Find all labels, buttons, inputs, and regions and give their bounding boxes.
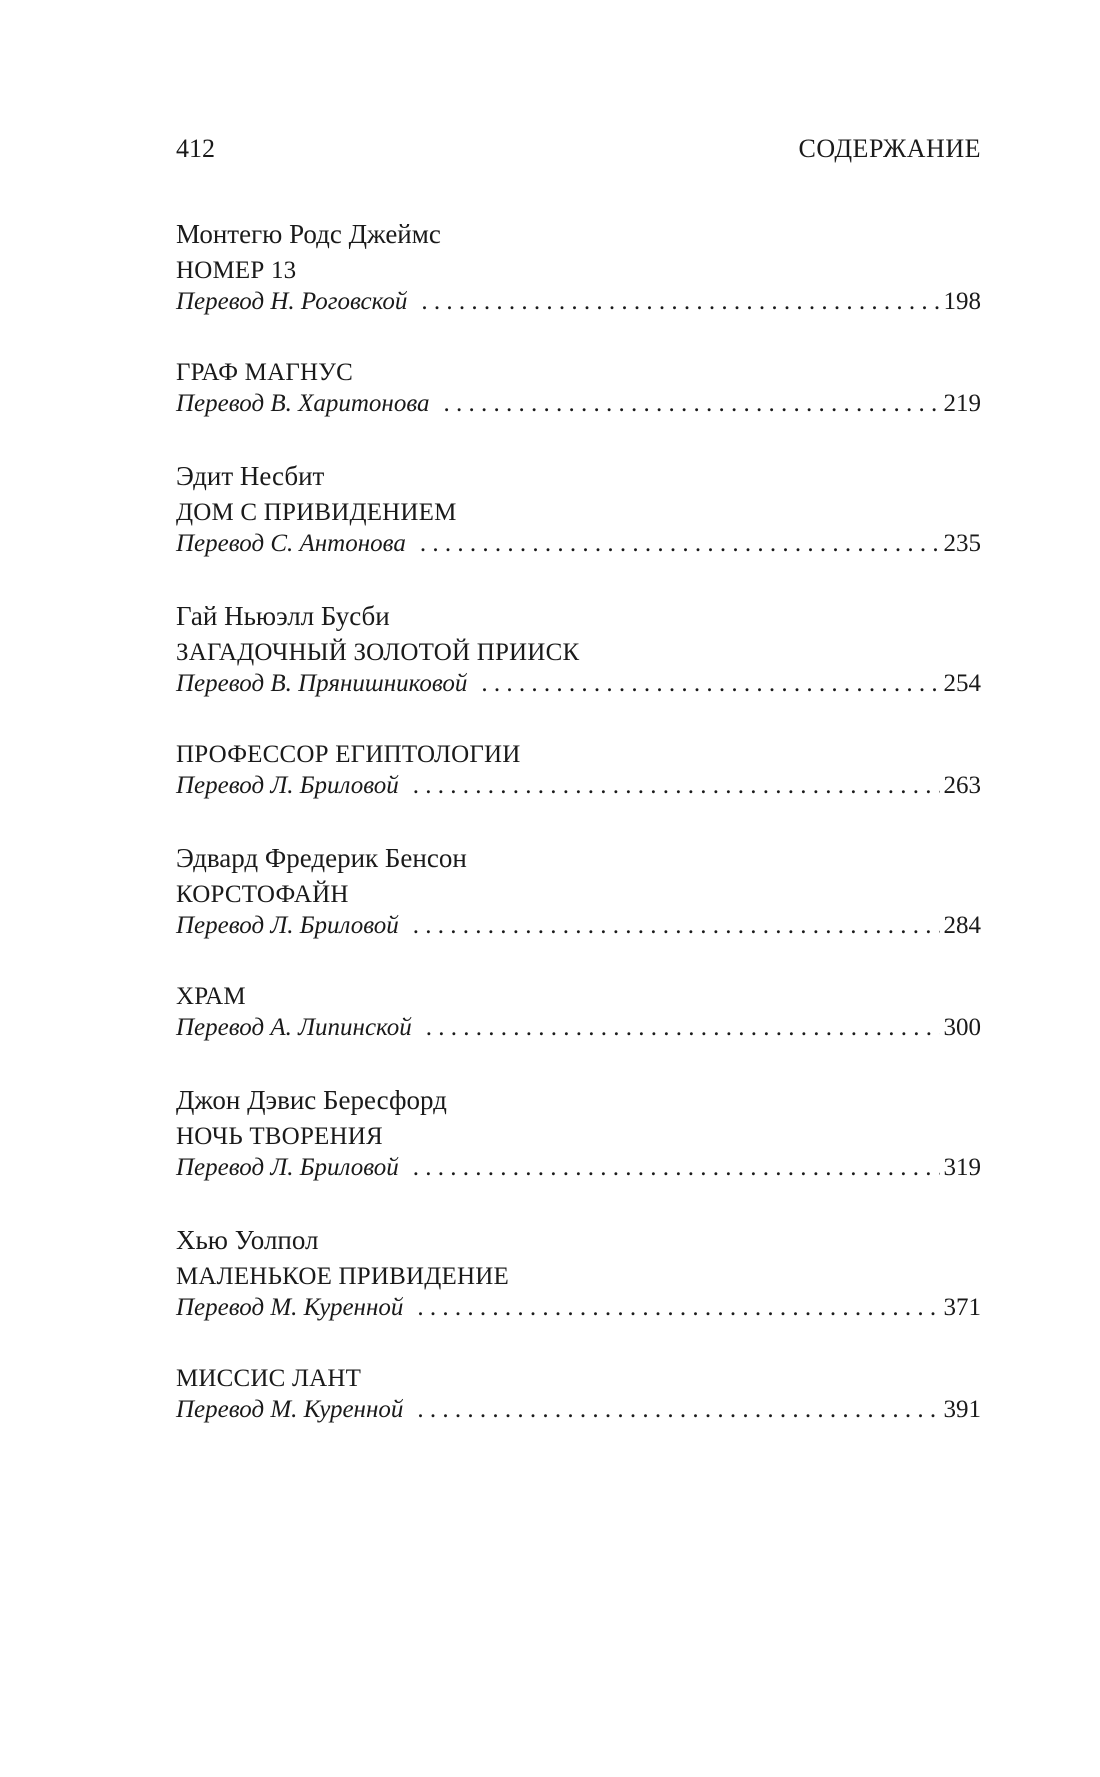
toc-entry-page: 300	[943, 1014, 981, 1041]
toc-entry-title: НОМЕР 13	[176, 257, 297, 284]
toc-entry-title: ГРАФ МАГНУС	[176, 359, 354, 386]
dot-leader	[481, 668, 939, 700]
toc-author-group	[176, 460, 981, 560]
toc-entry-title: ПРОФЕССОР ЕГИПТОЛОГИИ	[176, 741, 521, 768]
toc-entry-page: 391	[943, 1396, 981, 1423]
table-of-contents	[176, 218, 981, 1466]
toc-author: Хью Уолпол	[176, 1225, 319, 1255]
toc-entry[interactable]	[176, 1262, 981, 1324]
toc-entry-page: 284	[943, 912, 981, 939]
toc-entry-page: 198	[943, 288, 981, 315]
toc-entry-title: ДОМ С ПРИВИДЕНИЕМ	[176, 499, 457, 526]
toc-entry-page: 235	[943, 530, 981, 557]
toc-entry-title: МИССИС ЛАНТ	[176, 1365, 362, 1392]
toc-entry-translator: Перевод В. Харитонова	[176, 390, 430, 417]
toc-author-group	[176, 1224, 981, 1426]
toc-entry-translator: Перевод М. Куренной	[176, 1396, 404, 1423]
toc-author-group	[176, 600, 981, 802]
toc-author: Джон Дэвис Бересфорд	[176, 1085, 447, 1115]
toc-entry[interactable]	[176, 982, 981, 1044]
toc-entry[interactable]	[176, 1122, 981, 1184]
toc-entry[interactable]	[176, 256, 981, 318]
toc-entry-translator-line	[176, 1012, 981, 1044]
running-head	[176, 134, 981, 164]
dot-leader	[413, 910, 940, 942]
toc-entry-page: 219	[943, 390, 981, 417]
toc-entry-translator: Перевод Л. Бриловой	[176, 772, 399, 799]
toc-entry-translator: Перевод Н. Роговской	[176, 288, 408, 315]
toc-entry-translator: Перевод Л. Бриловой	[176, 912, 399, 939]
toc-entry-translator-line	[176, 1394, 981, 1426]
toc-entry-translator: Перевод Л. Бриловой	[176, 1154, 399, 1181]
toc-entry[interactable]	[176, 358, 981, 420]
toc-entry-translator-line	[176, 388, 981, 420]
toc-entry-translator-line	[176, 528, 981, 560]
dot-leader	[426, 1012, 940, 1044]
dot-leader	[417, 1292, 939, 1324]
toc-author: Эдвард Фредерик Бенсон	[176, 843, 467, 873]
toc-entry-title: НОЧЬ ТВОРЕНИЯ	[176, 1123, 383, 1150]
toc-entry[interactable]	[176, 740, 981, 802]
toc-author-group	[176, 218, 981, 420]
toc-author: Монтегю Родс Джеймс	[176, 219, 441, 249]
dot-leader	[413, 770, 940, 802]
dot-leader	[421, 286, 939, 318]
toc-entry[interactable]	[176, 638, 981, 700]
toc-entry-page: 319	[943, 1154, 981, 1181]
dot-leader	[444, 388, 940, 420]
toc-entry-translator-line	[176, 910, 981, 942]
toc-entry-title: МАЛЕНЬКОЕ ПРИВИДЕНИЕ	[176, 1263, 509, 1290]
dot-leader	[417, 1394, 939, 1426]
toc-entry-title: КОРСТОФАЙН	[176, 881, 349, 908]
toc-author: Гай Ньюэлл Бусби	[176, 601, 390, 631]
page-number: 412	[176, 134, 215, 163]
dot-leader	[413, 1152, 940, 1184]
toc-entry-page: 263	[943, 772, 981, 799]
toc-entry-translator: Перевод С. Антонова	[176, 530, 406, 557]
toc-entry[interactable]	[176, 880, 981, 942]
dot-leader	[420, 528, 940, 560]
toc-entry-translator-line	[176, 1152, 981, 1184]
toc-entry-title: ХРАМ	[176, 983, 246, 1010]
toc-entry-translator: Перевод А. Липинской	[176, 1014, 412, 1041]
section-title: СОДЕРЖАНИЕ	[798, 134, 981, 163]
toc-entry-translator-line	[176, 1292, 981, 1324]
toc-entry-translator: Перевод М. Куренной	[176, 1294, 404, 1321]
toc-entry[interactable]	[176, 498, 981, 560]
toc-author: Эдит Несбит	[176, 461, 325, 491]
toc-entry-translator-line	[176, 286, 981, 318]
toc-entry-page: 254	[943, 670, 981, 697]
toc-entry[interactable]	[176, 1364, 981, 1426]
toc-entry-page: 371	[943, 1294, 981, 1321]
toc-author-group	[176, 842, 981, 1044]
toc-entry-title: ЗАГАДОЧНЫЙ ЗОЛОТОЙ ПРИИСК	[176, 639, 580, 666]
toc-entry-translator-line	[176, 770, 981, 802]
toc-entry-translator-line	[176, 668, 981, 700]
toc-author-group	[176, 1084, 981, 1184]
toc-entry-translator: Перевод В. Прянишниковой	[176, 670, 468, 697]
